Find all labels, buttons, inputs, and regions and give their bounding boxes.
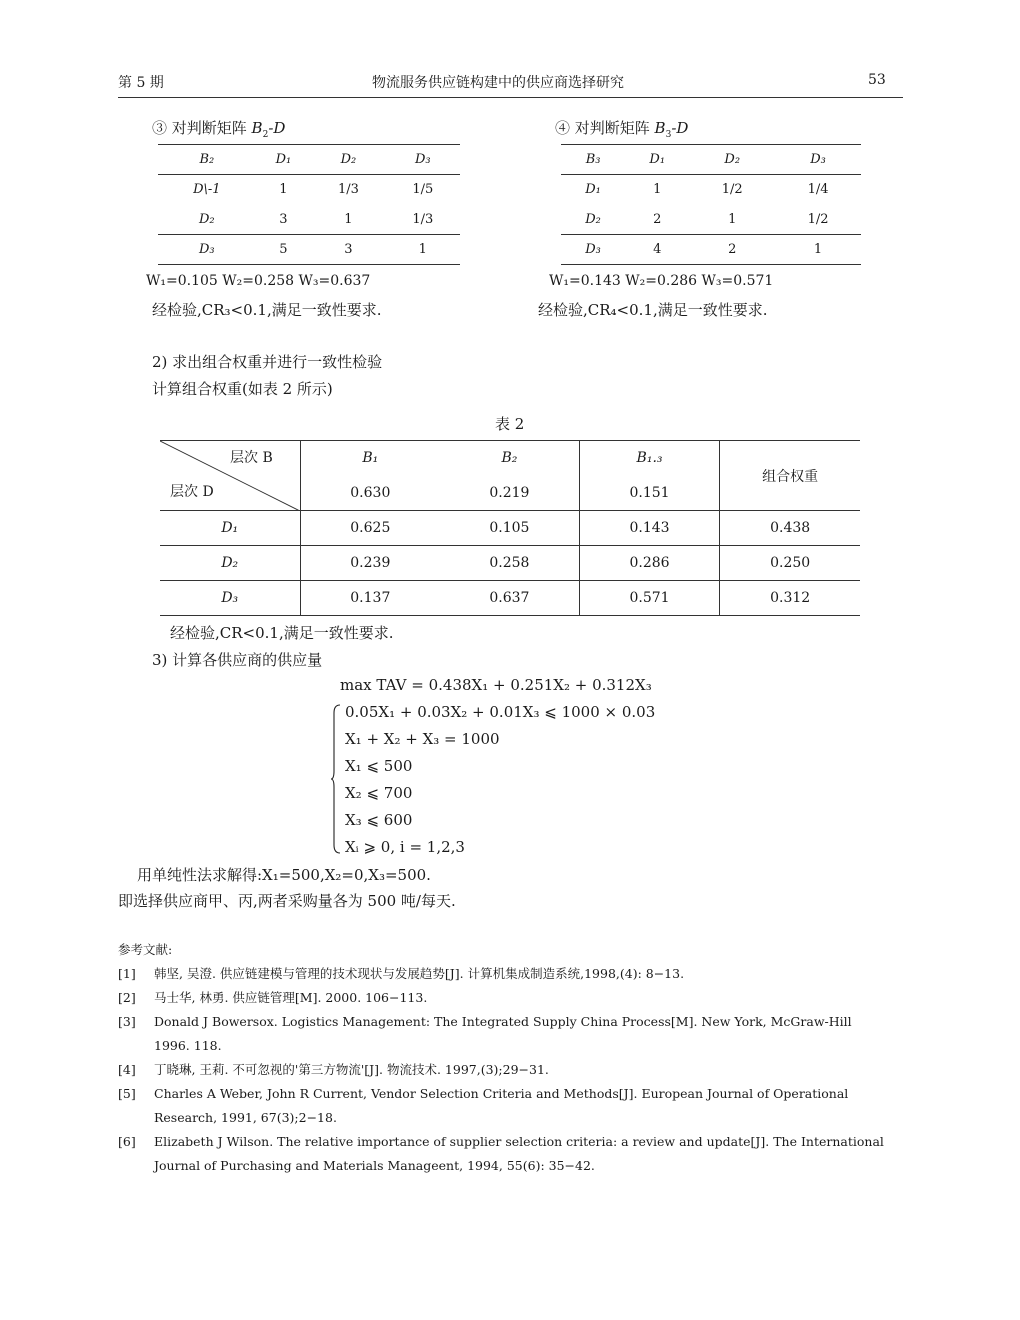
table-row: [158, 205, 460, 235]
row-label: D₂: [561, 205, 625, 235]
objective-function: max TAV = 0.438X₁ + 0.251X₂ + 0.312X₃: [340, 676, 652, 694]
reference-number: [1]: [118, 966, 136, 981]
reference-text-continued: 1996. 118.: [154, 1038, 222, 1053]
cell: 0.637: [440, 581, 579, 616]
reference-item: [118, 1058, 908, 1082]
reference-text: 韩坚, 吴澄. 供应链建模与管理的技术现状与发展趋势[J]. 计算机集成制造系统,1998,(4): 8−13.: [154, 966, 685, 981]
cell: 1/3: [386, 205, 460, 235]
cell: 1: [279, 182, 288, 198]
constraint-line: X₁ + X₂ + X₃ = 1000: [345, 730, 500, 748]
header-cell: D₃: [775, 145, 861, 175]
cell: 0.143: [579, 511, 720, 546]
matrix-b2-caption: [152, 117, 285, 140]
table-row: [158, 175, 460, 205]
reference-text-continued: Research, 1991, 67(3);2−18.: [154, 1110, 337, 1125]
section-2-check: 经检验,CR<0.1,满足一致性要求.: [170, 624, 394, 642]
header-cell: B₃: [561, 145, 625, 175]
references-title: 参考文献:: [118, 942, 173, 957]
row-label: D₃: [585, 242, 601, 257]
cell: 1/2: [775, 205, 861, 235]
header-cell: D₃: [386, 145, 460, 175]
column-header: B₁.₃: [579, 441, 720, 476]
section-2-intro: 计算组合权重(如表 2 所示): [152, 380, 333, 398]
row-label: D₃: [160, 581, 300, 616]
row-label: D₂: [160, 546, 300, 581]
cell: 1/2: [721, 182, 743, 198]
column-header: B₂: [440, 441, 579, 476]
caption-matrix: B: [251, 119, 263, 137]
caption-prefix: ③ 对判断矩阵: [152, 119, 252, 137]
column-weight: 0.151: [579, 476, 720, 511]
corner-top-label: 层次 B: [230, 450, 273, 466]
reference-item: [118, 1082, 908, 1130]
constraint-line: X₃ ⩽ 600: [345, 811, 413, 829]
reference-number: [6]: [118, 1134, 136, 1149]
table-row: [160, 511, 860, 546]
header-rule: [118, 97, 903, 98]
cell: 2: [728, 242, 737, 257]
matrix-b2-weights: W₁=0.105 W₂=0.258 W₃=0.637: [146, 273, 371, 289]
issue-number: 第 5 期: [118, 75, 164, 91]
table-row: [158, 235, 460, 265]
reference-text: Donald J Bowersox. Logistics Management: The Integrated Supply China Process[M]. New York, McGraw-Hill: [154, 1014, 852, 1029]
cell: 1: [813, 242, 823, 257]
cell: 0.571: [579, 581, 720, 616]
cell: 1: [689, 205, 775, 235]
constraint-line: X₂ ⩽ 700: [345, 784, 413, 802]
reference-item: [118, 986, 908, 1010]
row-label: D\-1: [193, 182, 221, 198]
cell: 3: [344, 242, 353, 257]
cell: 0.239: [300, 546, 440, 581]
matrix-b2-check: 经检验,CR₃<0.1,满足一致性要求.: [152, 301, 382, 319]
corner-cell: [160, 441, 300, 511]
table-header-row: [158, 145, 460, 175]
header-cell: B₂: [158, 145, 256, 175]
row-label: D₁: [160, 511, 300, 546]
reference-text: 丁晓琳, 王莉. 不可忽视的'第三方物流'[J]. 物流技术. 1997,(3);29−31.: [154, 1062, 549, 1077]
caption-suffix: -D: [671, 119, 689, 137]
table-row: [561, 235, 861, 265]
combined-cell: 0.250: [720, 546, 860, 581]
cell: 1/3: [337, 182, 359, 198]
reference-text-continued: Journal of Purchasing and Materials Manageent, 1994, 55(6): 35−42.: [154, 1158, 595, 1173]
section-3-title: 3) 计算各供应商的供应量: [152, 651, 323, 669]
column-weight: 0.630: [300, 476, 440, 511]
matrix-b2-table: [158, 144, 460, 265]
matrix-b3-table: [561, 144, 861, 265]
cell: 1: [653, 182, 662, 198]
cell: 5: [279, 242, 288, 257]
reference-item: [118, 1010, 908, 1058]
caption-sub: 2: [262, 130, 269, 140]
row-label: D₂: [158, 205, 256, 235]
cell: 4: [653, 242, 662, 257]
reference-item: [118, 1130, 908, 1178]
caption-prefix: ④ 对判断矩阵: [555, 119, 655, 137]
table-row: [561, 175, 861, 205]
combined-cell: 0.438: [720, 511, 860, 546]
table-row: [160, 546, 860, 581]
header-cell: D₁: [256, 145, 312, 175]
combined-weight-table: [160, 440, 860, 616]
cell: 0.258: [440, 546, 579, 581]
reference-number: [5]: [118, 1086, 136, 1101]
matrix-b3-caption: [555, 117, 688, 140]
combined-weight-header: 组合权重: [720, 441, 860, 511]
table-2-title: 表 2: [495, 415, 525, 433]
table-row: [561, 205, 861, 235]
cell: 1/5: [412, 182, 434, 198]
constraint-line: X₁ ⩽ 500: [345, 757, 413, 775]
solution-line: 用单纯性法求解得:X₁=500,X₂=0,X₃=500.: [137, 866, 431, 884]
running-title: 物流服务供应链构建中的供应商选择研究: [372, 75, 624, 91]
constraint-brace: [330, 703, 342, 855]
matrix-b3-check: 经检验,CR₄<0.1,满足一致性要求.: [538, 301, 768, 319]
constraint-line: Xᵢ ⩾ 0, i = 1,2,3: [345, 838, 465, 856]
reference-item: [118, 962, 908, 986]
cell: 3: [256, 205, 312, 235]
reference-text: 马士华, 林勇. 供应链管理[M]. 2000. 106−113.: [154, 990, 428, 1005]
cell: 0.286: [579, 546, 720, 581]
header-cell: D₂: [311, 145, 385, 175]
table-row: [160, 581, 860, 616]
reference-number: [4]: [118, 1062, 136, 1077]
row-label: D₁: [585, 182, 601, 198]
cell: 2: [625, 205, 689, 235]
reference-number: [2]: [118, 990, 136, 1005]
cell: 0.625: [300, 511, 440, 546]
caption-matrix: B: [654, 119, 666, 137]
cell: 0.137: [350, 590, 391, 606]
matrix-b3-weights: W₁=0.143 W₂=0.286 W₃=0.571: [549, 273, 774, 289]
header-cell: D₂: [689, 145, 775, 175]
cell: 0.105: [440, 511, 579, 546]
column-header: B₁: [362, 450, 379, 467]
corner-bottom-label: 层次 D: [170, 484, 214, 500]
reference-number: [3]: [118, 1014, 136, 1029]
header-cell: D₁: [625, 145, 689, 175]
reference-text: Charles A Weber, John R Current, Vendor Selection Criteria and Methods[J]. European Journal of Operational: [154, 1086, 849, 1101]
section-2-title: 2) 求出组合权重并进行一致性检验: [152, 353, 383, 371]
conclusion-line: 即选择供应商甲、丙,两者采购量各为 500 吨/每天.: [118, 892, 456, 910]
table-header-row: [160, 441, 860, 476]
cell: 1: [311, 205, 385, 235]
column-weight: 0.219: [440, 476, 579, 511]
caption-suffix: -D: [268, 119, 286, 137]
table-header-row: [561, 145, 861, 175]
caption-sub: 3: [665, 130, 672, 140]
cell: 1/4: [807, 182, 829, 198]
constraint-line: 0.05X₁ + 0.03X₂ + 0.01X₃ ⩽ 1000 × 0.03: [345, 703, 656, 721]
cell: 1: [418, 242, 427, 257]
row-label: D₃: [199, 242, 215, 257]
page-number: 53: [868, 72, 886, 88]
combined-cell: 0.312: [770, 590, 811, 606]
reference-text: Elizabeth J Wilson. The relative importance of supplier selection criteria: a review and update[J]. The International: [154, 1134, 884, 1149]
